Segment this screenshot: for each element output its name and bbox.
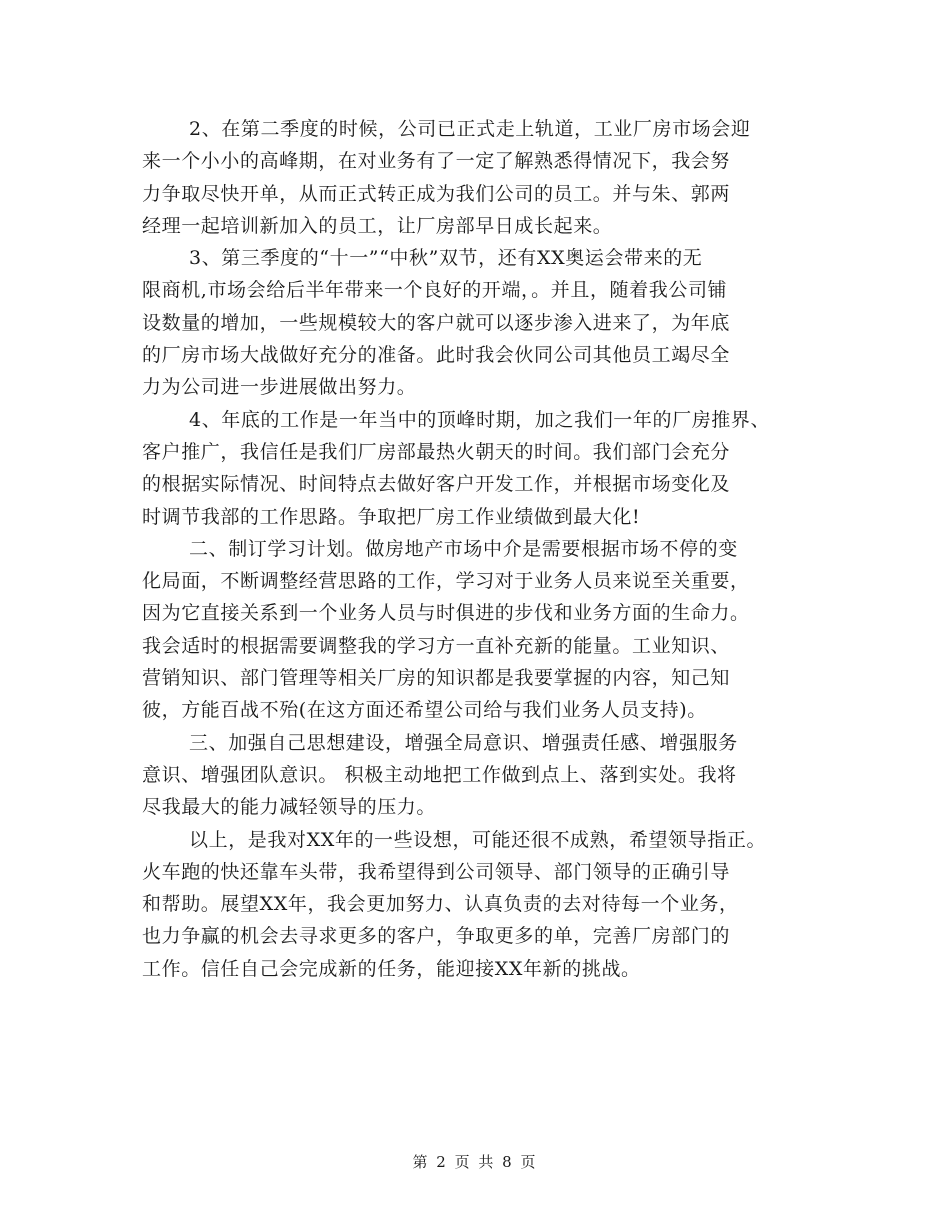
text-line: 力为公司进一步进展做出努力。 [142,376,417,399]
text-line: 和帮助。展望XX年，我会更加努力、认真负责的去对待每一个业务， [142,893,739,916]
page-number-footer: 第 2 页 共 8 页 [412,1153,538,1171]
paragraph-q4-plan [142,404,822,533]
text-line: 限商机,市场会给后半年带来一个良好的开端，。并且，随着我公司铺 [142,279,728,302]
text-line: 火车跑的快还靠车头带，我希望得到公司领导、部门领导的正确引导 [142,860,731,883]
paragraph-q3-plan [142,242,822,403]
text-line: 设数量的增加，一些规模较大的客户就可以逐步渗入进来了，为年底 [142,311,731,334]
text-line: 我会适时的根据需要调整我的学习方一直补充新的能量。工业知识、 [142,634,731,657]
text-line: 三、加强自己思想建设，增强全局意识、增强责任感、增强服务 [189,731,738,754]
text-line: 二、制订学习计划。做房地产市场中介是需要根据市场不停的变 [189,537,738,560]
paragraph-conclusion [142,824,822,985]
text-line: 意识、增强团队意识。 积极主动地把工作做到点上、落到实处。我将 [142,763,737,786]
text-line: 的厂房市场大战做好充分的准备。此时我会伙同公司其他员工竭尽全 [142,344,731,367]
paragraph-self-improvement [142,727,822,824]
text-line: 客户推广，我信任是我们厂房部最热火朝天的时间。我们部门会充分 [142,440,731,463]
paragraph-study-plan [142,533,822,727]
text-line: 营销知识、部门管理等相关厂房的知识都是我要掌握的内容，知己知 [142,667,731,690]
text-line: 经理一起培训新加入的员工，让厂房部早日成长起来。 [142,214,613,237]
text-line: 尽我最大的能力减轻领导的压力。 [142,796,437,819]
text-line: 彼，方能百战不殆(在这方面还希望公司给与我们业务人员支持)。 [142,699,707,722]
paragraph-q2-plan [142,113,822,242]
text-line: 时调节我部的工作思路。争取把厂房工作业绩做到最大化! [142,505,641,528]
text-line: 力争取尽快开单，从而正式转正成为我们公司的员工。并与朱、郭两 [142,182,731,205]
document-body [142,113,822,985]
text-line: 3、第三季度的“十一”“中秋”双节，还有XX奥运会带来的无 [189,247,703,270]
text-line: 的根据实际情况、时间特点去做好客户开发工作，并根据市场变化及 [142,473,731,496]
text-line: 工作。信任自己会完成新的任务，能迎接XX年新的挑战。 [142,957,641,980]
text-line: 4、年底的工作是一年当中的顶峰时期，加之我们一年的厂房推界、 [189,408,771,431]
text-line: 因为它直接关系到一个业务人员与时俱进的步伐和业务方面的生命力。 [142,602,750,625]
text-line: 以上，是我对XX年的一些设想，可能还很不成熟，希望领导指正。 [189,828,767,851]
text-line: 化局面，不断调整经营思路的工作，学习对于业务人员来说至关重要， [142,570,750,593]
text-line: 来一个小小的高峰期，在对业务有了一定了解熟悉得情况下，我会努 [142,150,731,173]
text-line: 2、在第二季度的时候，公司已正式走上轨道，工业厂房市场会迎 [189,118,751,140]
text-line: 也力争赢的机会去寻求更多的客户，争取更多的单，完善厂房部门的 [142,925,731,948]
